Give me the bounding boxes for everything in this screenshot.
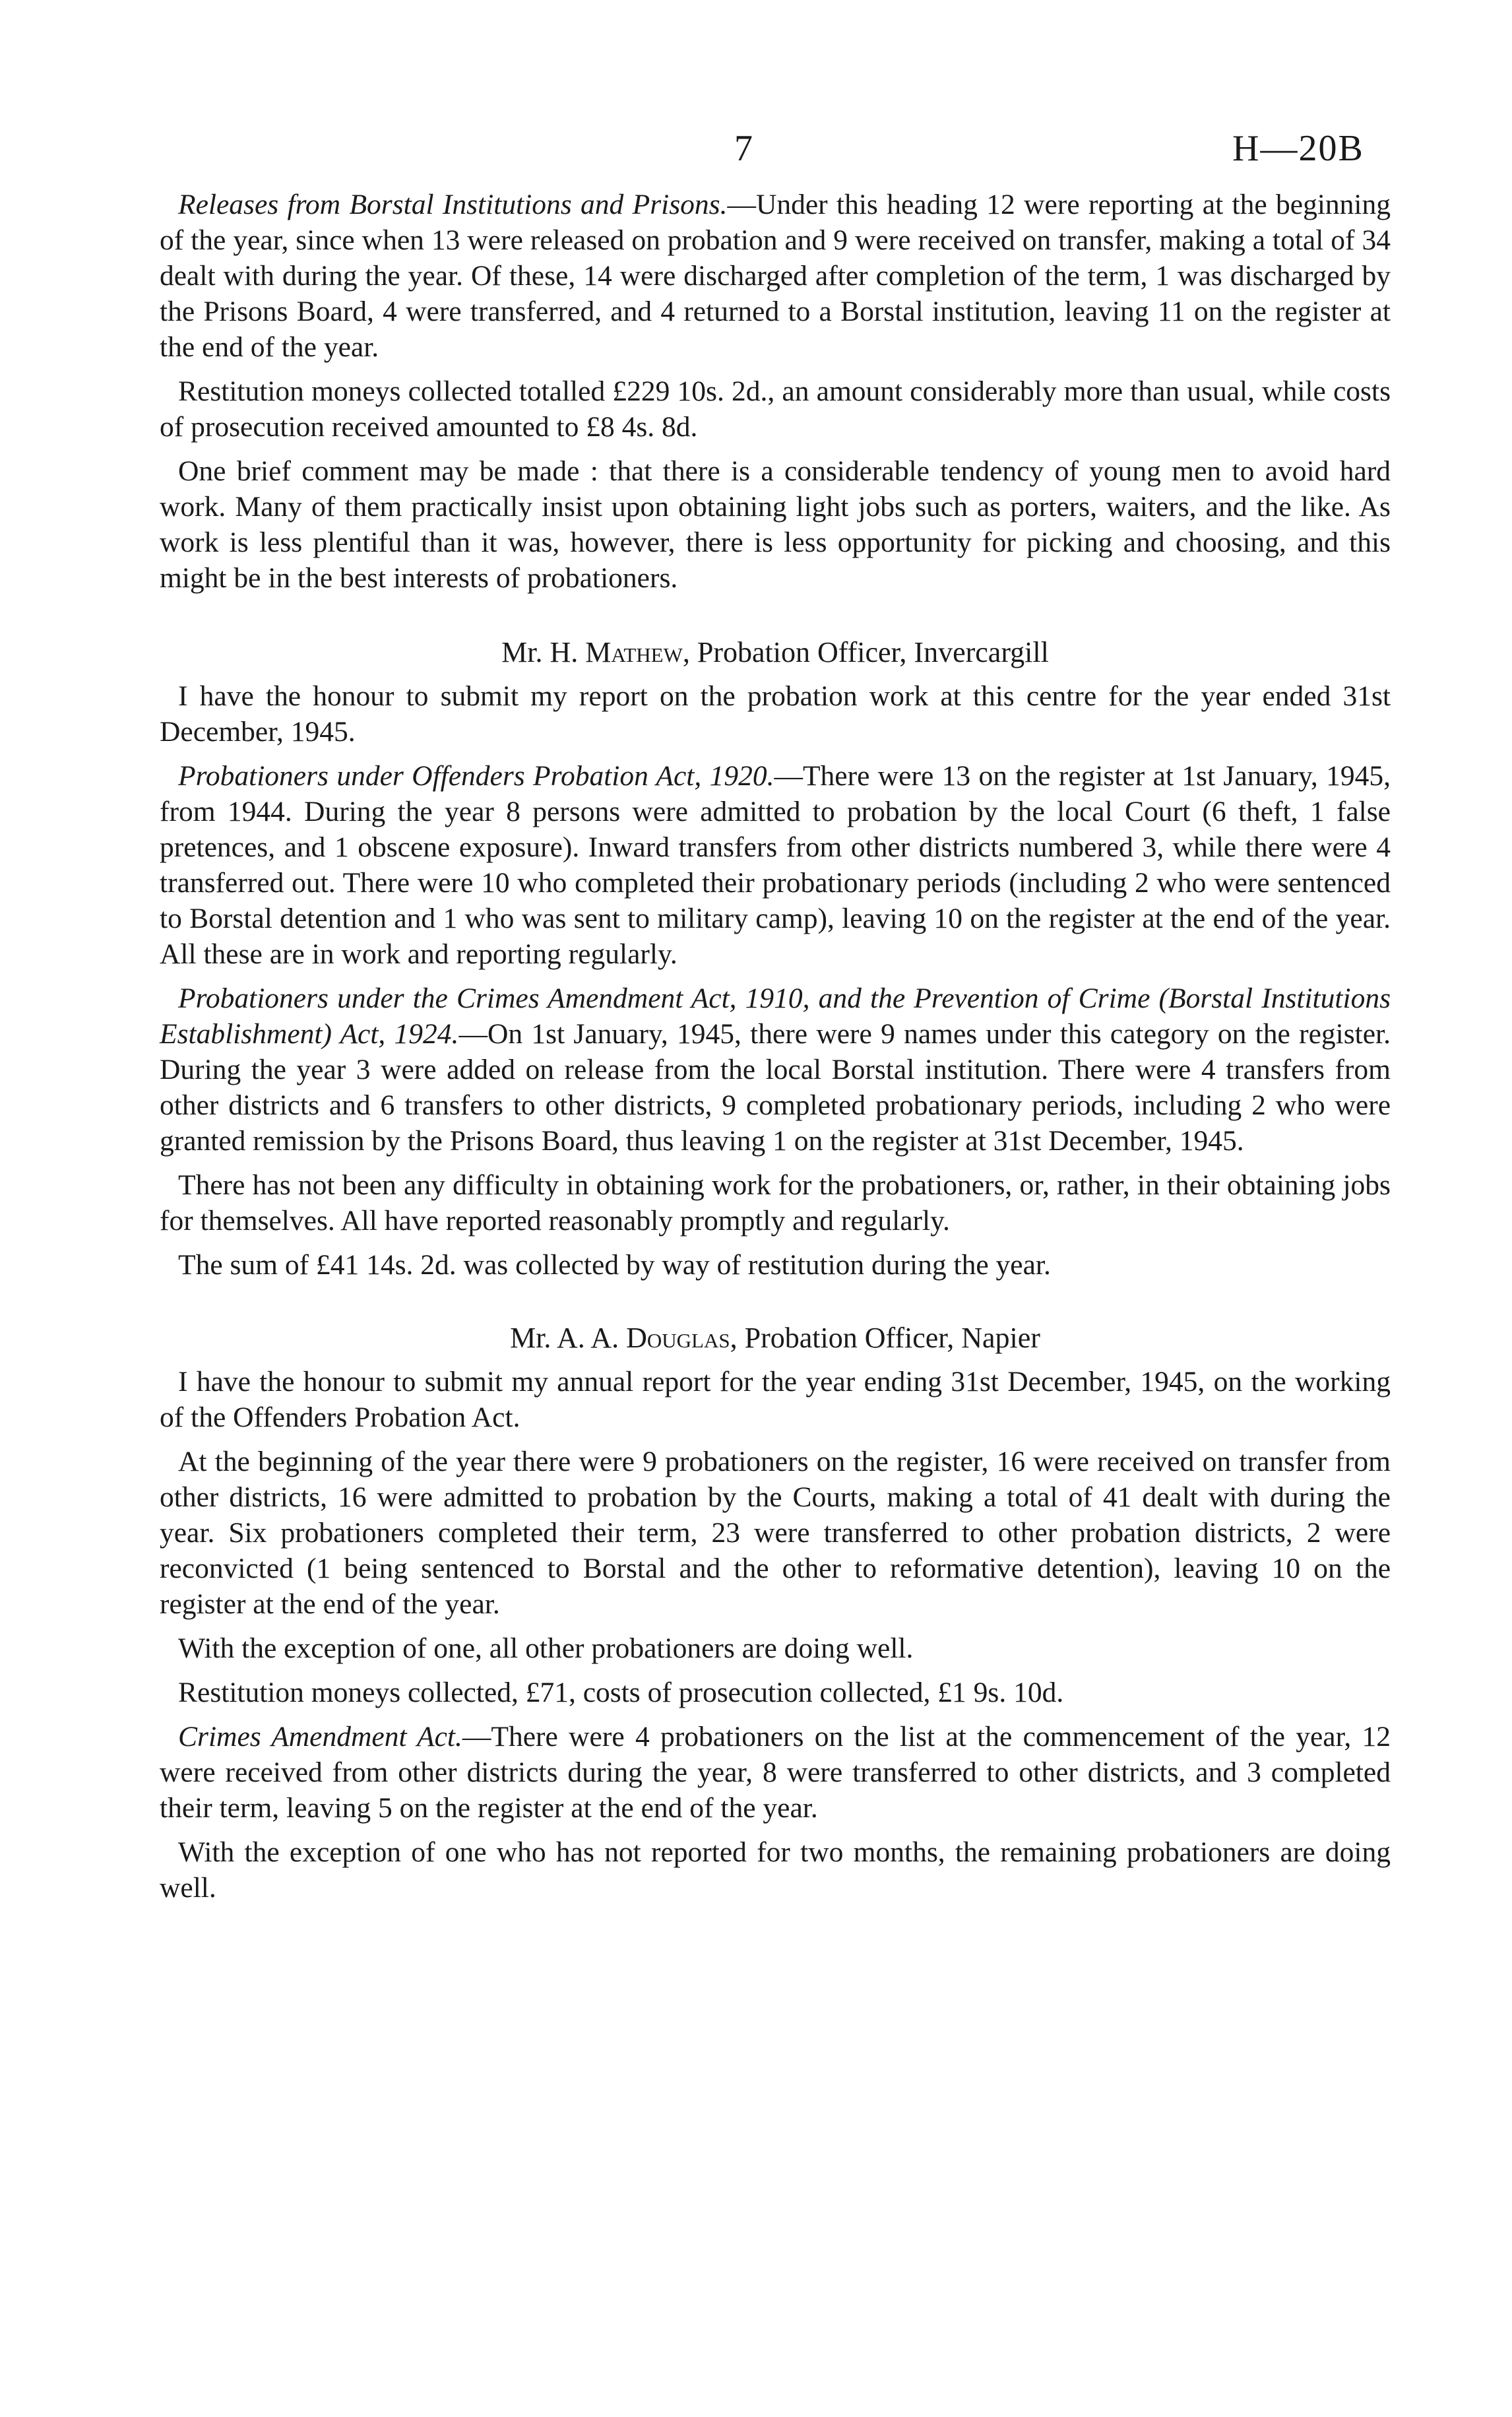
officer-name: Mathew [585, 636, 683, 668]
heading-suffix: , Probation Officer, Invercargill [682, 636, 1049, 668]
paragraph-text: I have the honour to submit my annual report for the year ending 31st December, 1945, on the working of the Offenders Probation Act. [160, 1366, 1391, 1433]
paragraph-text: With the exception of one who has not reported for two months, the remaining probationers are doing well. [160, 1836, 1391, 1904]
paragraph-text: I have the honour to submit my report on the probation work at this centre for the year ended 31st December, 1945. [160, 680, 1391, 748]
section-heading [160, 1320, 1391, 1357]
paragraph [160, 981, 1391, 1159]
section-heading [160, 634, 1391, 671]
paragraph-lead: Crimes Amendment Act. [178, 1721, 462, 1753]
paragraph [160, 758, 1391, 972]
paragraph [160, 1834, 1391, 1906]
paragraph-lead: Probationers under the Crimes Amendment Act, 1910, and the Prevention of Crime (Borstal Institutions Establishment) Act, 1924. [160, 983, 1391, 1050]
paragraph [160, 373, 1391, 445]
paragraph-text: There has not been any difficulty in obtaining work for the probationers, or, rather, in their obtaining jobs for themselves. All have reported reasonably promptly and regularly. [160, 1169, 1391, 1237]
section-invercargill [160, 634, 1391, 1283]
section-releases [160, 187, 1391, 596]
heading-suffix: , Probation Officer, Napier [730, 1322, 1040, 1354]
section-napier [160, 1320, 1391, 1906]
heading-prefix: Mr. A. A. [510, 1322, 627, 1354]
paragraph-text: —There were 4 probationers on the list at the commencement of the year, 12 were received from other districts during the year, 8 were transferred to other districts, and 3 completed their term, leaving 5 on the register at the end of the year. [160, 1721, 1391, 1824]
officer-name: Douglas [626, 1322, 730, 1354]
paragraph [160, 1247, 1391, 1283]
paragraph [160, 453, 1391, 596]
paragraph [160, 1444, 1391, 1622]
paragraph-text: —Under this heading 12 were reporting at the beginning of the year, since when 13 were released on probation and 9 were received on transfer, making a total of 34 dealt with during the year. Of these, 14 were discharged after completion of the term, 1 was discharged by the Prisons Board, 4 were transferred, and 4 returned to a Borstal institution, leaving 11 on the register at the end of the year. [160, 189, 1391, 363]
paragraph [160, 1364, 1391, 1435]
paragraph [160, 1630, 1391, 1666]
document-reference: H—20B [1232, 128, 1364, 169]
paragraph-text: At the beginning of the year there were 9 probationers on the register, 16 were received on transfer from other districts, 16 were admitted to probation by the Courts, making a total of 41 dealt with during the year. Six probationers completed their term, 23 were transferred to other probation districts, 2 were reconvicted (1 being sentenced to Borstal and the other to reformative detention), leaving 10 on the register at the end of the year. [160, 1446, 1391, 1620]
paragraph-lead: Probationers under Offenders Probation Act, 1920. [178, 760, 774, 792]
paragraph-text: —There were 13 on the register at 1st January, 1945, from 1944. During the year 8 persons were admitted to probation by the local Court (6 theft, 1 false pretences, and 1 obscene exposure). Inward transfers from other districts numbered 3, while there were 4 transferred out. There were 10 who completed their probationary periods (including 2 who were sentenced to Borstal detention and 1 who was sent to military camp), leaving 10 on the register at the end of the year. All these are in work and reporting regularly. [160, 760, 1391, 970]
page-number: 7 [734, 128, 753, 169]
paragraph-lead: Releases from Borstal Institutions and Prisons. [178, 189, 728, 220]
report-body [160, 187, 1391, 1914]
paragraph-text: Restitution moneys collected, £71, costs of prosecution collected, £1 9s. 10d. [178, 1677, 1064, 1708]
paragraph [160, 678, 1391, 750]
paragraph-text: One brief comment may be made : that there is a considerable tendency of young men to avoid hard work. Many of them practically insist upon obtaining light jobs such as porters, waiters, and the like. As work is less plentiful than it was, however, there is less opportunity for picking and choosing, and this might be in the best interests of probationers. [160, 455, 1391, 594]
paragraph [160, 1719, 1391, 1826]
paragraph-text: With the exception of one, all other probationers are doing well. [178, 1632, 914, 1664]
paragraph [160, 187, 1391, 365]
paragraph-text: Restitution moneys collected totalled £229 10s. 2d., an amount considerably more than usual, while costs of prosecution received amounted to £8 4s. 8d. [160, 375, 1391, 443]
paragraph-text: —On 1st January, 1945, there were 9 names under this category on the register. During the year 3 were added on release from the local Borstal institution. There were 4 transfers from other districts and 6 transfers to other districts, 9 completed probationary periods, including 2 who were granted remission by the Prisons Board, thus leaving 1 on the register at 31st December, 1945. [160, 1018, 1391, 1157]
heading-prefix: Mr. H. [501, 636, 586, 668]
paragraph [160, 1167, 1391, 1239]
paragraph-text: The sum of £41 14s. 2d. was collected by way of restitution during the year. [178, 1249, 1051, 1281]
paragraph [160, 1675, 1391, 1710]
